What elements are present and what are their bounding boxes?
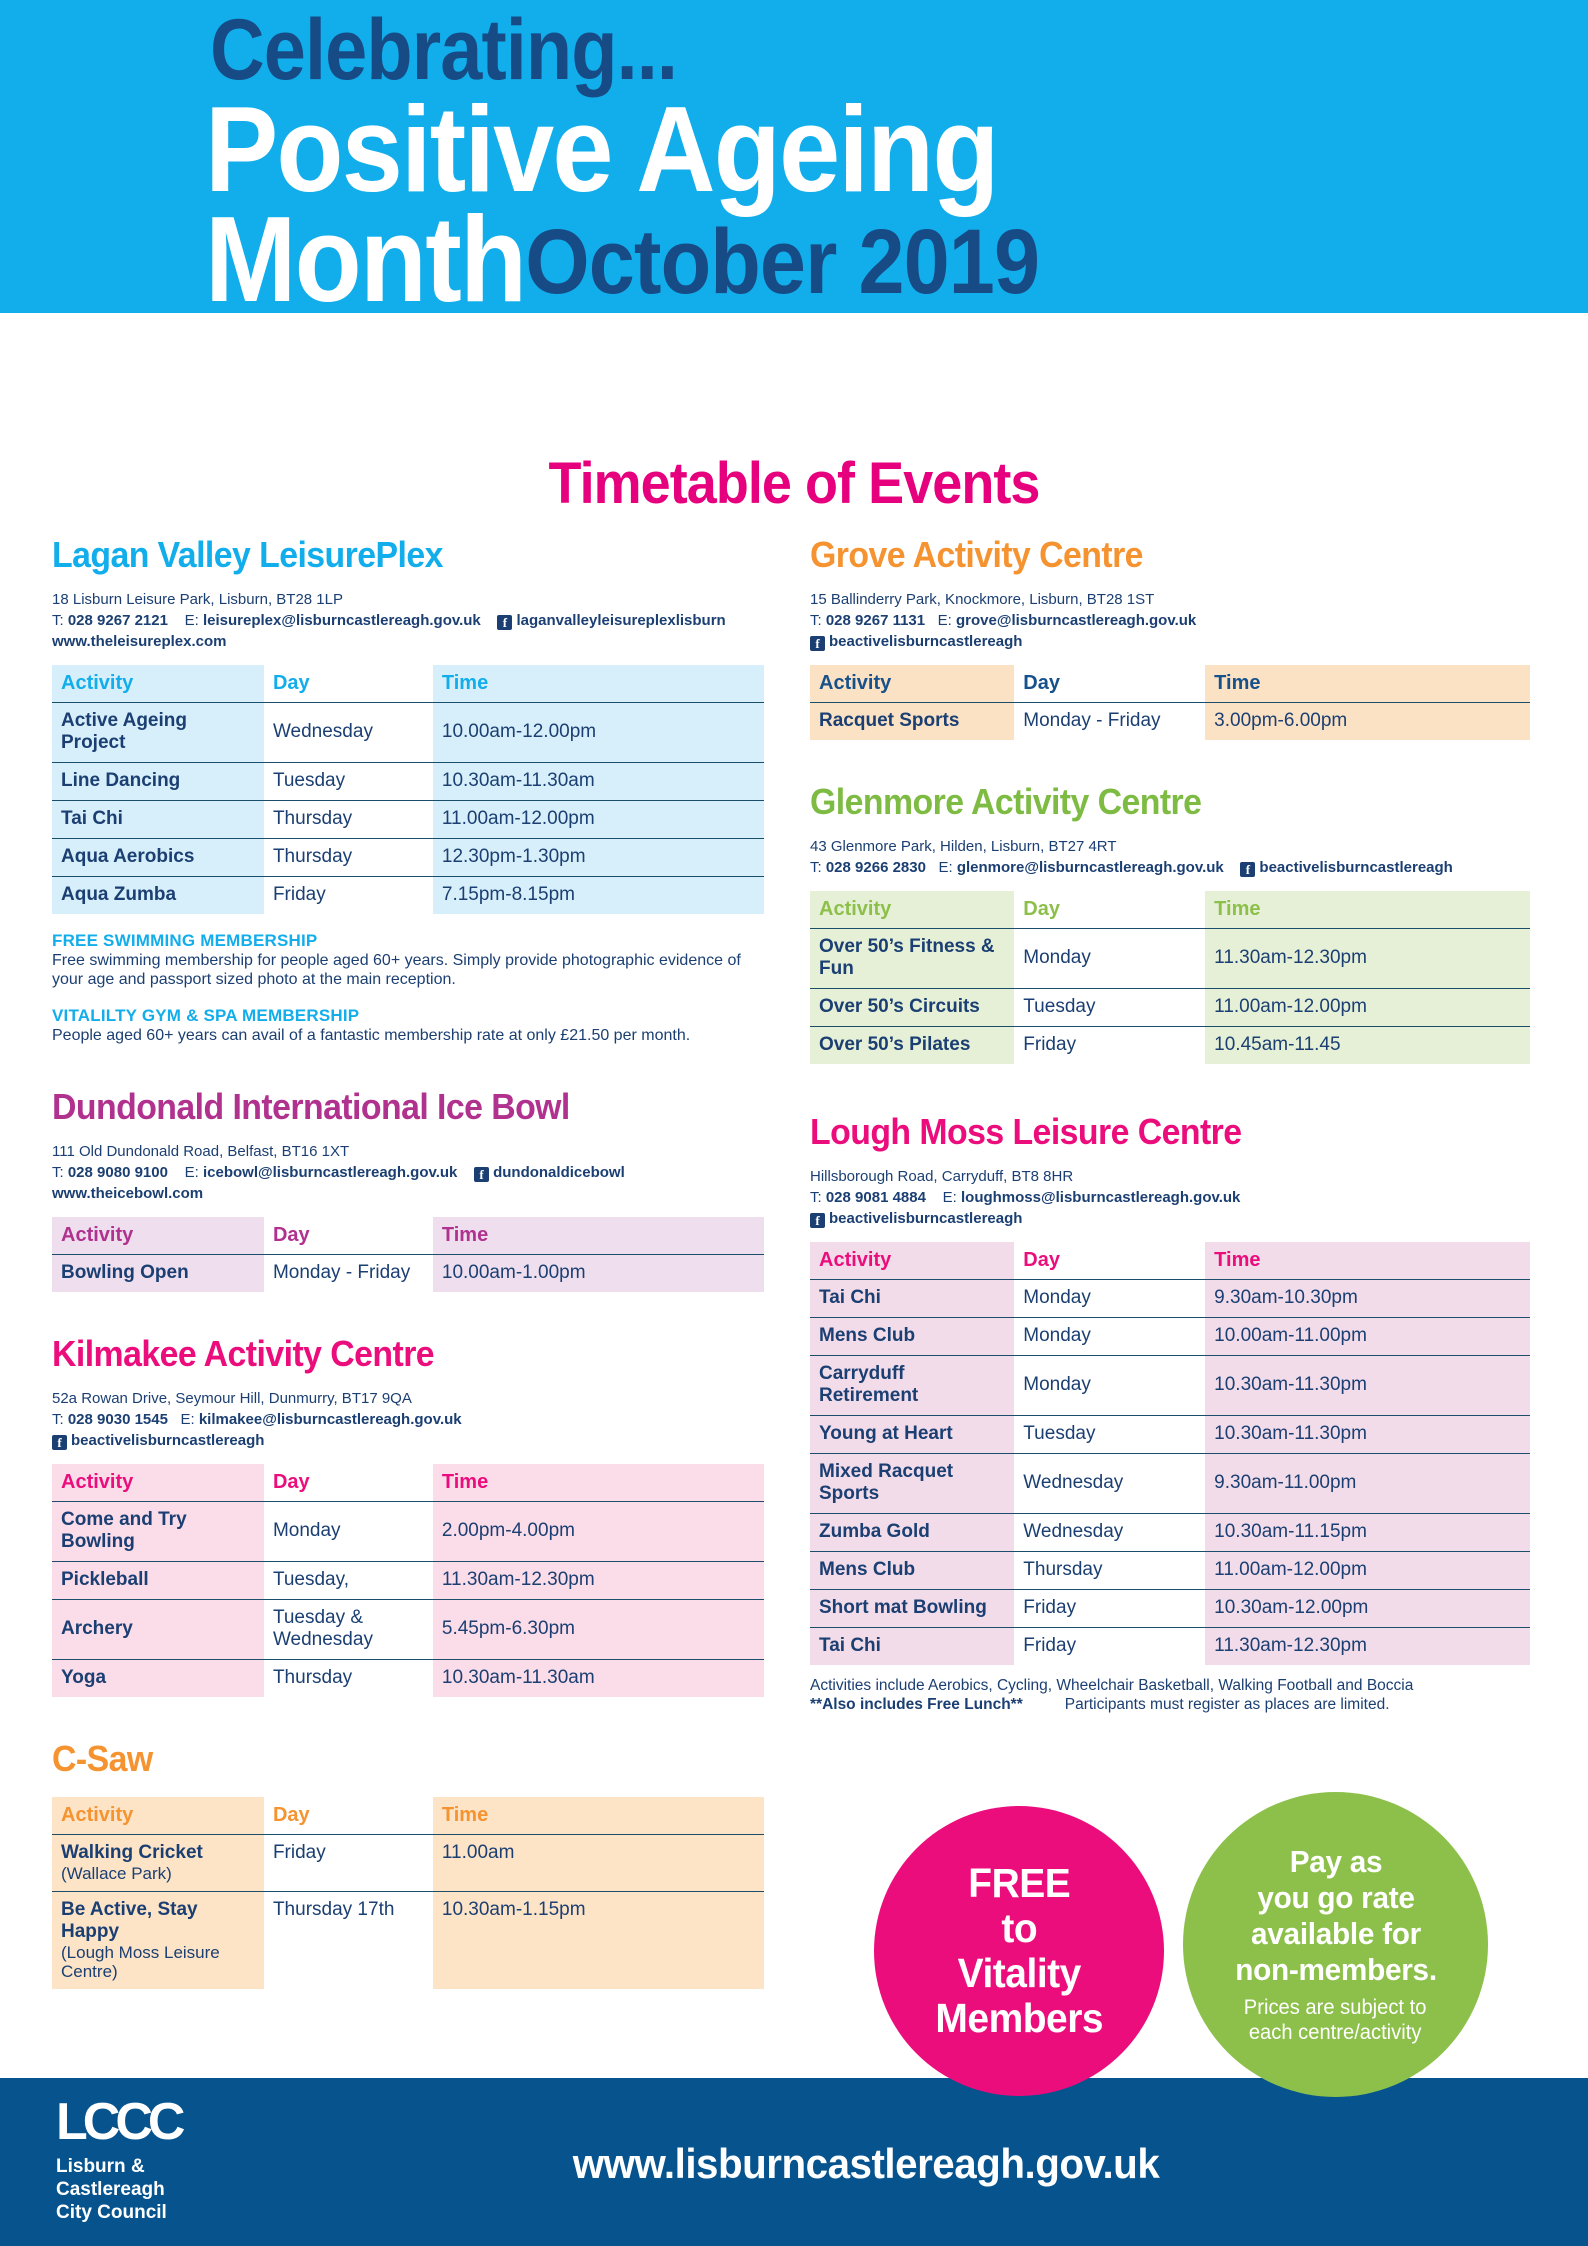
- cell-day: Tuesday: [1014, 989, 1205, 1027]
- cell-day: Monday: [1014, 929, 1205, 989]
- facebook-icon: f: [810, 1213, 825, 1228]
- venue-facebook-line: [52, 1430, 764, 1451]
- header-celebrating: Celebrating...: [210, 2, 678, 98]
- cell-day: Wednesday: [264, 703, 433, 763]
- table-row: [810, 1356, 1530, 1416]
- cell-time: 7.15pm-8.15pm: [433, 877, 764, 915]
- badge-free-vitality: [874, 1806, 1164, 2096]
- cell-time: 12.30pm-1.30pm: [433, 839, 764, 877]
- cell-day: Thursday: [1014, 1552, 1205, 1590]
- table-row: [810, 703, 1530, 741]
- cell-activity: Aqua Zumba: [52, 877, 264, 915]
- venue-address: 15 Ballinderry Park, Knockmore, Lisburn, BT28 1ST: [810, 591, 1155, 608]
- cell-time: 10.00am-11.00pm: [1205, 1318, 1530, 1356]
- phone-number: 028 9081 4884: [825, 1189, 926, 1206]
- venue-website: www.theicebowl.com: [52, 1185, 204, 1202]
- header-title-line2: [205, 191, 1040, 331]
- cell-time: 5.45pm-6.30pm: [433, 1600, 764, 1660]
- col-header-time: Time: [1205, 891, 1530, 929]
- cell-activity: Active Ageing Project: [52, 703, 264, 763]
- facebook-icon: f: [474, 1167, 489, 1182]
- header-title-line1: Positive Ageing: [205, 81, 998, 217]
- cell-activity-main: Be Active, Stay Happy: [61, 1899, 198, 1942]
- venue-kilmakee: [52, 1334, 764, 1697]
- col-header-time: Time: [433, 665, 764, 703]
- cell-time: 9.30am-10.30pm: [1205, 1280, 1530, 1318]
- page-title: Timetable of Events: [548, 451, 1040, 516]
- venue-title: Lagan Valley LeisurePlex: [52, 534, 443, 575]
- cell-activity: Short mat Bowling: [810, 1590, 1014, 1628]
- cell-time: 10.00am-1.00pm: [433, 1255, 764, 1293]
- cell-day: Monday: [1014, 1318, 1205, 1356]
- badge-pay-as-you-go: [1183, 1792, 1488, 2097]
- table-row: [52, 1562, 764, 1600]
- table-row: [810, 1280, 1530, 1318]
- footer-website-url[interactable]: www.lisburncastlereagh.gov.uk: [572, 2140, 1160, 2187]
- venue-address: 43 Glenmore Park, Hilden, Lisburn, BT27 4RT: [810, 838, 1117, 855]
- note-free-swimming-heading: FREE SWIMMING MEMBERSHIP: [52, 931, 318, 950]
- venue-csaw: [52, 1739, 764, 1989]
- venue-contact-line: [52, 1162, 764, 1183]
- facebook-handle: beactivelisburncastlereagh: [829, 633, 1023, 650]
- badge-free-text: FREE to Vitality Members: [935, 1860, 1103, 2041]
- timetable-lagan-valley: [52, 665, 764, 914]
- logo-line-3: City Council: [56, 2202, 167, 2223]
- table-row: [52, 1892, 764, 1990]
- cell-activity: Carryduff Retirement: [810, 1356, 1014, 1416]
- cell-activity: Yoga: [52, 1660, 264, 1698]
- cell-day: Monday - Friday: [264, 1255, 433, 1293]
- col-header-day: Day: [1023, 672, 1060, 694]
- footer-bar: [0, 2078, 1588, 2246]
- venue-contact-line: [52, 610, 764, 631]
- cell-activity-sub: (Lough Moss Leisure Centre): [61, 1943, 220, 1981]
- cell-day: Friday: [264, 1835, 433, 1892]
- venue-title: Glenmore Activity Centre: [810, 781, 1202, 822]
- cell-day: Monday: [264, 1502, 433, 1562]
- cell-time: 10.30am-11.30pm: [1205, 1416, 1530, 1454]
- venue-contact-line: [810, 610, 1530, 631]
- cell-activity: Over 50’s Fitness & Fun: [810, 929, 1014, 989]
- table-row: [52, 801, 764, 839]
- table-row: [810, 1416, 1530, 1454]
- note-vitality-heading: VITALILTY GYM & SPA MEMBERSHIP: [52, 1006, 360, 1025]
- table-header-row: [52, 1464, 764, 1502]
- table-row: [52, 1255, 764, 1293]
- col-header-day: Day: [272, 1471, 310, 1493]
- timetable-kilmakee: [52, 1464, 764, 1697]
- cell-activity: Tai Chi: [810, 1628, 1014, 1666]
- venue-address: 52a Rowan Drive, Seymour Hill, Dunmurry, BT17 9QA: [52, 1390, 412, 1407]
- table-row: [52, 877, 764, 915]
- cell-activity: Aqua Aerobics: [52, 839, 264, 877]
- table-row: [810, 929, 1530, 989]
- cell-day: Friday: [1014, 1628, 1205, 1666]
- cell-day: Thursday: [264, 1660, 433, 1698]
- header-date: October 2019: [525, 211, 1040, 313]
- cell-activity: [52, 1892, 264, 1990]
- table-row: [52, 1600, 764, 1660]
- facebook-handle: beactivelisburncastlereagh: [829, 1210, 1023, 1227]
- email-label: E:: [184, 612, 199, 629]
- cell-day: Tuesday,: [264, 1562, 433, 1600]
- table-row: [52, 839, 764, 877]
- table-header-row: [52, 1797, 764, 1835]
- table-row: [810, 1514, 1530, 1552]
- cell-day: Thursday: [264, 839, 433, 877]
- venue-address: Hillsborough Road, Carryduff, BT8 8HR: [810, 1168, 1074, 1185]
- note-register: Participants must register as places are limited.: [1064, 1696, 1390, 1713]
- phone-label: T:: [810, 859, 822, 876]
- col-header-activity: Activity: [52, 1464, 264, 1502]
- cell-time: 10.30am-11.30am: [433, 1660, 764, 1698]
- col-header-time: Time: [433, 1217, 764, 1255]
- email-address: leisureplex@lisburncastlereagh.gov.uk: [202, 612, 481, 629]
- cell-time: 10.30am-11.15pm: [1205, 1514, 1530, 1552]
- col-header-day: Day: [1023, 1249, 1060, 1271]
- facebook-icon: f: [497, 615, 512, 630]
- venue-facebook-line: [810, 631, 1530, 652]
- venue-contact-line: [810, 1187, 1530, 1208]
- phone-label: T:: [52, 1164, 64, 1181]
- col-header-day: Day: [1023, 898, 1060, 920]
- col-header-time: Time: [433, 1797, 764, 1835]
- phone-label: T:: [810, 1189, 822, 1206]
- cell-activity: Tai Chi: [810, 1280, 1014, 1318]
- cell-time: 10.30am-11.30pm: [1205, 1356, 1530, 1416]
- col-header-day: Day: [272, 1804, 310, 1826]
- col-header-activity: Activity: [52, 1217, 264, 1255]
- table-header-row: [52, 665, 764, 703]
- header-month: Month: [205, 191, 526, 327]
- cell-day: Friday: [1014, 1590, 1205, 1628]
- timetable-grove: [810, 665, 1530, 740]
- venue-title: Grove Activity Centre: [810, 534, 1143, 575]
- venue-address: 111 Old Dundonald Road, Belfast, BT16 1XT: [52, 1143, 350, 1160]
- table-row: [810, 1552, 1530, 1590]
- cell-day: Thursday 17th: [264, 1892, 433, 1990]
- cell-activity: Mens Club: [810, 1318, 1014, 1356]
- email-label: E:: [180, 1411, 195, 1428]
- col-header-activity: Activity: [810, 1242, 1014, 1280]
- venue-contact: [810, 589, 1530, 652]
- note-free-lunch: **Also includes Free Lunch**: [810, 1696, 1023, 1713]
- venue-facebook-line: [810, 1208, 1530, 1229]
- badge-payg-text: Pay as you go rate available for non-members.: [1234, 1844, 1437, 1987]
- table-row: [52, 1502, 764, 1562]
- cell-activity: Racquet Sports: [810, 703, 1014, 741]
- phone-number: 028 9030 1545: [67, 1411, 168, 1428]
- cell-activity: Come and Try Bowling: [52, 1502, 264, 1562]
- email-address: grove@lisburncastlereagh.gov.uk: [956, 612, 1197, 629]
- note-vitality-body: People aged 60+ years can avail of a fantastic membership rate at only £21.50 per month.: [52, 1027, 691, 1044]
- cell-activity: Young at Heart: [810, 1416, 1014, 1454]
- cell-time: 10.45am-11.45: [1205, 1027, 1530, 1065]
- facebook-icon: f: [52, 1435, 67, 1450]
- cell-day: Monday: [1014, 1356, 1205, 1416]
- col-header-activity: Activity: [52, 1797, 264, 1835]
- phone-number: 028 9266 2830: [825, 859, 926, 876]
- note-free-lunch-line: [810, 1695, 1530, 1714]
- cell-day: Thursday: [264, 801, 433, 839]
- cell-activity: Line Dancing: [52, 763, 264, 801]
- right-column: [810, 535, 1530, 1714]
- cell-time: 11.30am-12.30pm: [1205, 929, 1530, 989]
- table-row: [52, 1835, 764, 1892]
- cell-day: Monday: [1014, 1280, 1205, 1318]
- header-banner-inner: [205, 0, 1435, 327]
- email-label: E:: [937, 612, 952, 629]
- facebook-handle: dundonaldicebowl: [493, 1164, 625, 1181]
- venue-lagan-valley: [52, 535, 764, 1045]
- venue-title: Dundonald International Ice Bowl: [52, 1086, 570, 1127]
- logo-line-1: Lisburn &: [56, 2156, 145, 2177]
- table-row: [810, 1454, 1530, 1514]
- venue-title: C-Saw: [52, 1738, 153, 1779]
- phone-number: 028 9080 9100: [67, 1164, 168, 1181]
- venue-address: 18 Lisburn Leisure Park, Lisburn, BT28 1LP: [52, 591, 343, 608]
- cell-activity: Over 50’s Pilates: [810, 1027, 1014, 1065]
- cell-time: 11.00am-12.00pm: [433, 801, 764, 839]
- cell-activity: Zumba Gold: [810, 1514, 1014, 1552]
- cell-time: 10.30am-1.15pm: [433, 1892, 764, 1990]
- table-header-row: [52, 1217, 764, 1255]
- col-header-time: Time: [1205, 1242, 1530, 1280]
- table-row: [810, 1628, 1530, 1666]
- venue-contact: [810, 1166, 1530, 1229]
- timetable-glenmore: [810, 891, 1530, 1064]
- venue-grove: [810, 535, 1530, 740]
- col-header-activity: Activity: [810, 891, 1014, 929]
- facebook-icon: f: [810, 636, 825, 651]
- venue-website: www.theleisureplex.com: [52, 633, 227, 650]
- cell-time: 11.00am-12.00pm: [1205, 989, 1530, 1027]
- facebook-handle: laganvalleyleisureplexlisburn: [516, 612, 726, 629]
- table-row: [810, 989, 1530, 1027]
- email-label: E:: [184, 1164, 199, 1181]
- cell-time: 11.30am-12.30pm: [433, 1562, 764, 1600]
- venue-contact-line: [52, 1409, 764, 1430]
- cell-day: Tuesday: [264, 763, 433, 801]
- col-header-day: Day: [272, 672, 310, 694]
- cell-activity: Archery: [52, 1600, 264, 1660]
- email-address: loughmoss@lisburncastlereagh.gov.uk: [960, 1189, 1241, 1206]
- cell-day: Friday: [264, 877, 433, 915]
- cell-activity: Mixed Racquet Sports: [810, 1454, 1014, 1514]
- phone-label: T:: [52, 1411, 64, 1428]
- cell-day: Wednesday: [1014, 1514, 1205, 1552]
- email-address: glenmore@lisburncastlereagh.gov.uk: [956, 859, 1224, 876]
- cell-time: 9.30am-11.00pm: [1205, 1454, 1530, 1514]
- note-free-swimming-body: Free swimming membership for people aged 60+ years. Simply provide photographic evidence of your age and passport sized photo at the main reception.: [52, 952, 741, 988]
- phone-number: 028 9267 1131: [825, 612, 926, 629]
- table-row: [52, 703, 764, 763]
- cell-time: 2.00pm-4.00pm: [433, 1502, 764, 1562]
- col-header-time: Time: [1205, 665, 1530, 703]
- table-header-row: [810, 665, 1530, 703]
- note-activities-include: Activities include Aerobics, Cycling, Wheelchair Basketball, Walking Football and Boccia: [810, 1677, 1414, 1694]
- venue-contact-line: [810, 857, 1530, 878]
- table-header-row: [810, 891, 1530, 929]
- cell-day: Tuesday & Wednesday: [264, 1600, 433, 1660]
- cell-day: Monday - Friday: [1014, 703, 1205, 741]
- cell-activity: Pickleball: [52, 1562, 264, 1600]
- cell-time: 10.00am-12.00pm: [433, 703, 764, 763]
- phone-label: T:: [810, 612, 822, 629]
- cell-activity: [52, 1835, 264, 1892]
- timetable-lough-moss: [810, 1242, 1530, 1665]
- phone-label: T:: [52, 612, 64, 629]
- logo-line-2: Castlereagh: [56, 2179, 165, 2200]
- table-row: [52, 763, 764, 801]
- cell-time: 10.30am-12.00pm: [1205, 1590, 1530, 1628]
- venue-dundonald: [52, 1087, 764, 1292]
- timetable-csaw: [52, 1797, 764, 1989]
- venue-glenmore: [810, 782, 1530, 1064]
- facebook-handle: beactivelisburncastlereagh: [71, 1432, 265, 1449]
- table-header-row: [810, 1242, 1530, 1280]
- cell-time: 11.30am-12.30pm: [1205, 1628, 1530, 1666]
- col-header-time: Time: [433, 1464, 764, 1502]
- col-header-day: Day: [272, 1224, 310, 1246]
- lough-moss-notes: [810, 1676, 1530, 1714]
- table-row: [810, 1590, 1530, 1628]
- cell-activity-sub: (Wallace Park): [61, 1864, 172, 1883]
- venue-contact: [52, 1388, 764, 1451]
- venue-lough-moss: [810, 1112, 1530, 1714]
- facebook-handle: beactivelisburncastlereagh: [1259, 859, 1453, 876]
- timetable-dundonald: [52, 1217, 764, 1292]
- email-label: E:: [938, 859, 953, 876]
- cell-activity: Mens Club: [810, 1552, 1014, 1590]
- cell-day: Friday: [1014, 1027, 1205, 1065]
- email-address: kilmakee@lisburncastlereagh.gov.uk: [198, 1411, 462, 1428]
- venue-title: Lough Moss Leisure Centre: [810, 1111, 1242, 1152]
- email-address: icebowl@lisburncastlereagh.gov.uk: [202, 1164, 458, 1181]
- cell-time: 10.30am-11.30am: [433, 763, 764, 801]
- cell-day: Tuesday: [1014, 1416, 1205, 1454]
- facebook-icon: f: [1240, 862, 1255, 877]
- header-banner: [0, 0, 1588, 327]
- col-header-activity: Activity: [810, 665, 1014, 703]
- badge-payg-subtext: Prices are subject to each centre/activity: [1244, 1996, 1427, 2044]
- cell-time: 11.00am-12.00pm: [1205, 1552, 1530, 1590]
- phone-number: 028 9267 2121: [67, 612, 168, 629]
- venue-contact: [52, 589, 764, 652]
- cell-activity: Tai Chi: [52, 801, 264, 839]
- cell-activity-main: Walking Cricket: [61, 1842, 203, 1863]
- table-row: [810, 1318, 1530, 1356]
- cell-activity: Bowling Open: [52, 1255, 264, 1293]
- venue-title: Kilmakee Activity Centre: [52, 1333, 435, 1374]
- cell-day: Wednesday: [1014, 1454, 1205, 1514]
- venue-contact: [810, 836, 1530, 878]
- cell-time: 3.00pm-6.00pm: [1205, 703, 1530, 741]
- cell-time: 11.00am: [433, 1835, 764, 1892]
- cell-activity: Over 50’s Circuits: [810, 989, 1014, 1027]
- table-row: [810, 1027, 1530, 1065]
- col-header-activity: Activity: [52, 665, 264, 703]
- venue-contact: [52, 1141, 764, 1204]
- table-row: [52, 1660, 764, 1698]
- logo-mark: LCCC: [56, 2093, 181, 2151]
- left-column: [52, 535, 764, 1989]
- email-label: E:: [942, 1189, 957, 1206]
